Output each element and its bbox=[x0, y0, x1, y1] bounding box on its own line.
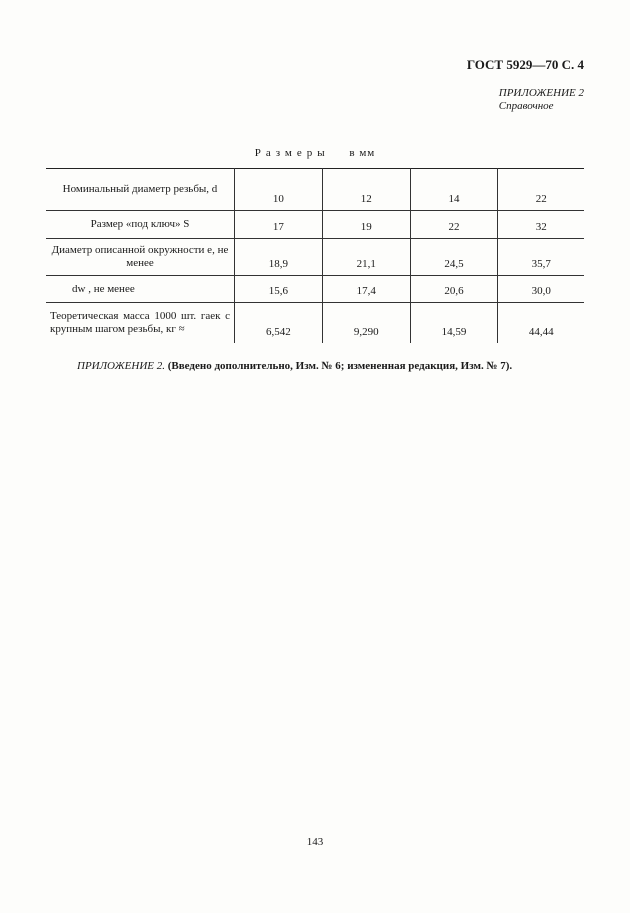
table-cell: 14,59 bbox=[410, 303, 498, 343]
table-cell: 12 bbox=[322, 169, 410, 211]
table-cell: 32 bbox=[498, 211, 584, 239]
row-label-circumscribed-diameter: Диаметр описанной окружности e, не менее bbox=[46, 239, 235, 276]
amendment-note bbox=[77, 360, 512, 372]
row-label-nominal-diameter: Номинальный диаметр резьбы, d bbox=[46, 169, 235, 211]
dimensions-table bbox=[46, 168, 584, 343]
table-cell: 10 bbox=[235, 169, 323, 211]
table-cell: 6,542 bbox=[235, 303, 323, 343]
table-row bbox=[46, 169, 584, 211]
table-cell: 17,4 bbox=[322, 276, 410, 303]
table-row bbox=[46, 239, 584, 276]
table-cell: 24,5 bbox=[410, 239, 498, 276]
table-cell: 19 bbox=[322, 211, 410, 239]
table-row bbox=[46, 211, 584, 239]
table-row bbox=[46, 303, 584, 343]
table-cell: 30,0 bbox=[498, 276, 584, 303]
table-caption bbox=[0, 147, 630, 159]
document-header: ГОСТ 5929—70 С. 4 bbox=[466, 57, 584, 72]
row-label-dw: dw , не менее bbox=[46, 276, 235, 303]
caption-word: Размеры bbox=[254, 147, 330, 159]
table-row bbox=[46, 276, 584, 303]
table-cell: 17 bbox=[235, 211, 323, 239]
table-cell: 22 bbox=[410, 211, 498, 239]
table-cell: 21,1 bbox=[322, 239, 410, 276]
note-prefix: ПРИЛОЖЕНИЕ 2. bbox=[77, 360, 165, 372]
appendix-block bbox=[499, 87, 584, 113]
table-cell: 15,6 bbox=[235, 276, 323, 303]
appendix-subtitle: Справочное bbox=[498, 100, 554, 112]
caption-unit: в мм bbox=[349, 147, 376, 159]
row-label-wrench-size: Размер «под ключ» S bbox=[46, 211, 235, 239]
table-cell: 9,290 bbox=[322, 303, 410, 343]
table-cell: 35,7 bbox=[498, 239, 584, 276]
table-cell: 44,44 bbox=[498, 303, 584, 343]
appendix-title: ПРИЛОЖЕНИЕ 2 bbox=[498, 87, 584, 99]
table-cell: 22 bbox=[498, 169, 584, 211]
table-cell: 20,6 bbox=[410, 276, 498, 303]
table-cell: 18,9 bbox=[235, 239, 323, 276]
table-cell: 14 bbox=[410, 169, 498, 211]
row-label-theoretical-mass: Теоретическая масса 1000 шт. гаек с крупным шагом резьбы, кг ≈ bbox=[46, 303, 235, 343]
note-text: (Введено дополнительно, Изм. № 6; измененная редакция, Изм. № 7). bbox=[167, 360, 513, 372]
page-number: 143 bbox=[306, 836, 324, 848]
